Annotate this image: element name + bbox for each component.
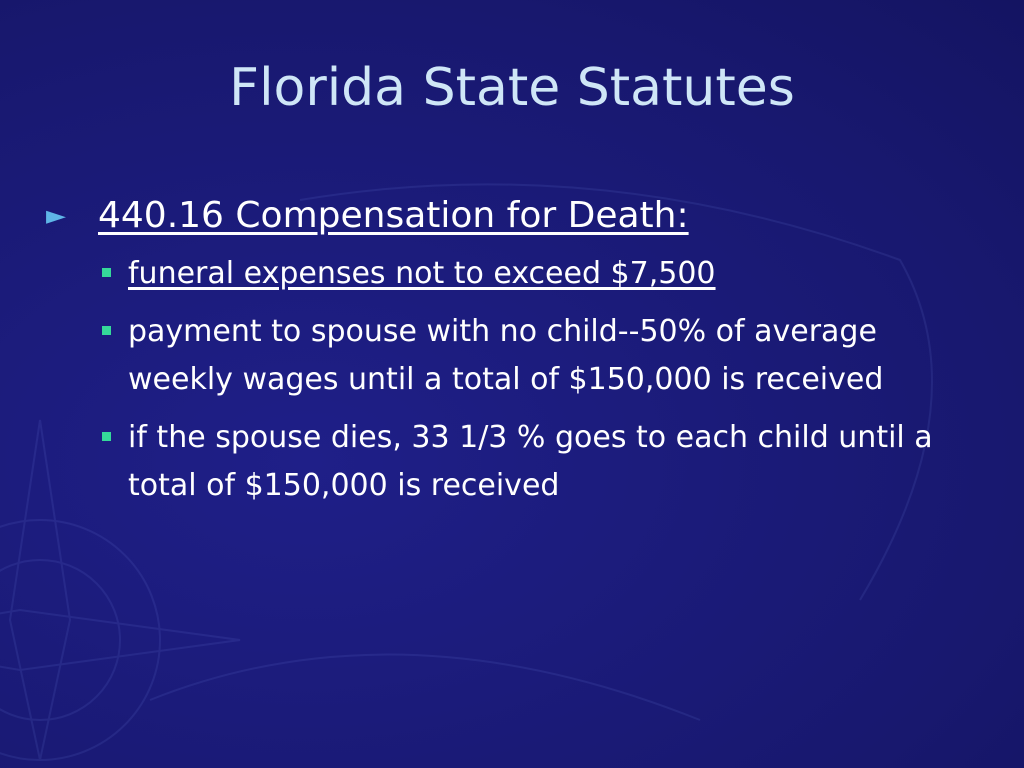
sub-bullet-item-spouse [98,308,976,404]
triangle-right-icon: ► [46,201,66,231]
main-bullet-text: 440.16 Compensation for Death: [98,195,689,236]
sub-bullet-text: funeral expenses not to exceed $7,500 [128,256,716,291]
sub-bullet-text: payment to spouse with no child--50% of average weekly wages until a total of $150,000 is received [128,314,884,397]
sub-bullet-text: if the spouse dies, 33 1/3 % goes to each child until a total of $150,000 is received [128,420,933,503]
slide-content [46,190,976,520]
sub-bullet-item-child [98,414,976,510]
main-bullet-item [46,190,976,242]
slide-title: Florida State Statutes [229,58,795,118]
sub-bullet-item-funeral [98,250,976,298]
